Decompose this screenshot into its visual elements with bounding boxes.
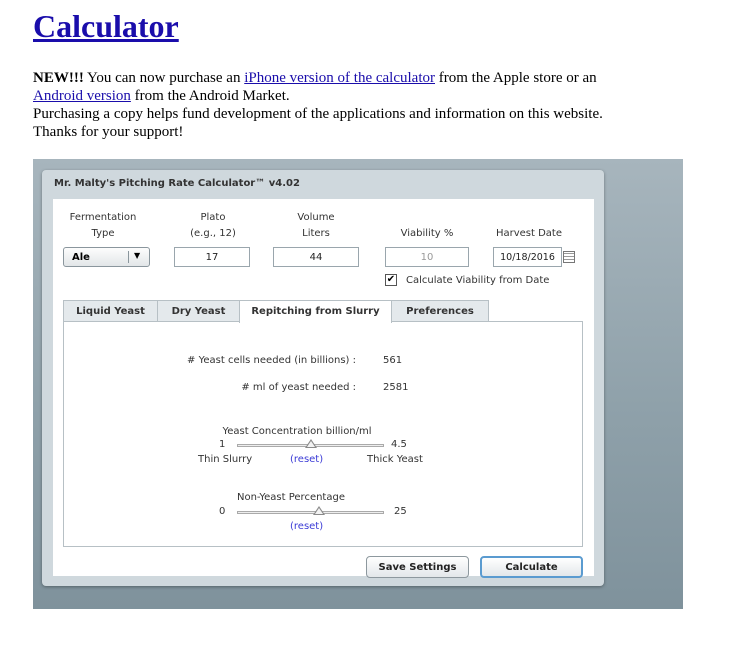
android-version-link[interactable]: Android version [33, 88, 131, 104]
calculator-body [53, 199, 594, 576]
calculator-title: Mr. Malty's Pitching Rate Calculator™ v4.02 [54, 178, 300, 189]
calculate-button[interactable]: Calculate [480, 556, 583, 578]
harvest-date-input[interactable]: 10/18/2016 [493, 247, 562, 267]
thin-slurry-label: Thin Slurry [198, 454, 253, 465]
thanks-note: Thanks for your support! [33, 124, 184, 140]
tab-dry-yeast[interactable]: Dry Yeast [157, 300, 240, 321]
non-yeast-max: 25 [394, 506, 407, 517]
yeast-ml-label: # ml of yeast needed : [241, 382, 356, 393]
volume-label-1: Volume [297, 212, 335, 223]
plato-label-2: (e.g., 12) [190, 228, 236, 239]
concentration-min: 1 [219, 439, 226, 450]
concentration-label: Yeast Concentration billion/ml [222, 426, 372, 437]
page-title-link[interactable]: Calculator [33, 8, 179, 44]
non-yeast-label: Non-Yeast Percentage [237, 492, 345, 503]
calculator-panel [42, 170, 604, 586]
thick-yeast-label: Thick Yeast [367, 454, 423, 465]
fermentation-label-2: Type [91, 228, 115, 239]
fermentation-type-select[interactable] [63, 247, 150, 267]
purchase-note: Purchasing a copy helps fund development of the applications and information on this website. [33, 106, 603, 122]
repitching-tab-panel [63, 321, 583, 547]
intro-text-1: You can now purchase an [83, 70, 245, 86]
iphone-version-link[interactable]: iPhone version of the calculator [244, 70, 435, 86]
fermentation-type-value: Ale [72, 252, 90, 263]
tab-liquid-yeast[interactable]: Liquid Yeast [63, 300, 158, 321]
concentration-reset-link[interactable]: (reset) [290, 454, 324, 465]
yeast-cells-label: # Yeast cells needed (in billions) : [187, 355, 356, 366]
harvest-date-label: Harvest Date [495, 228, 563, 239]
concentration-slider-thumb[interactable] [305, 439, 317, 448]
volume-input[interactable]: 44 [273, 247, 359, 267]
concentration-max: 4.5 [391, 439, 407, 450]
intro-text-2: from the Apple store or an [435, 70, 597, 86]
chevron-down-icon: ▼ [134, 251, 141, 260]
calculator-applet-frame [33, 159, 683, 609]
viability-checkbox-label: Calculate Viability from Date [406, 275, 550, 286]
tab-preferences[interactable]: Preferences [391, 300, 489, 321]
plato-input[interactable]: 17 [174, 247, 250, 267]
intro-text [33, 69, 693, 141]
save-settings-button[interactable]: Save Settings [366, 556, 469, 578]
calendar-icon[interactable] [563, 251, 575, 263]
intro-text-3: from the Android Market. [130, 88, 290, 104]
volume-label-2: Liters [302, 228, 330, 239]
plato-label-1: Plato [200, 212, 226, 223]
viability-input[interactable]: 10 [385, 247, 469, 267]
yeast-cells-value: 561 [383, 355, 403, 366]
non-yeast-min: 0 [219, 506, 226, 517]
tab-repitching-from-slurry[interactable]: Repitching from Slurry [239, 300, 392, 323]
non-yeast-reset-link[interactable]: (reset) [290, 521, 324, 532]
yeast-ml-value: 2581 [383, 382, 409, 393]
new-label: NEW!!! [33, 70, 84, 86]
viability-checkbox[interactable]: ✔ [386, 274, 396, 285]
non-yeast-slider-track[interactable] [237, 511, 384, 514]
select-divider [128, 251, 129, 263]
viability-label: Viability % [400, 228, 454, 239]
fermentation-label-1: Fermentation [69, 212, 137, 223]
non-yeast-slider-thumb[interactable] [313, 506, 325, 515]
